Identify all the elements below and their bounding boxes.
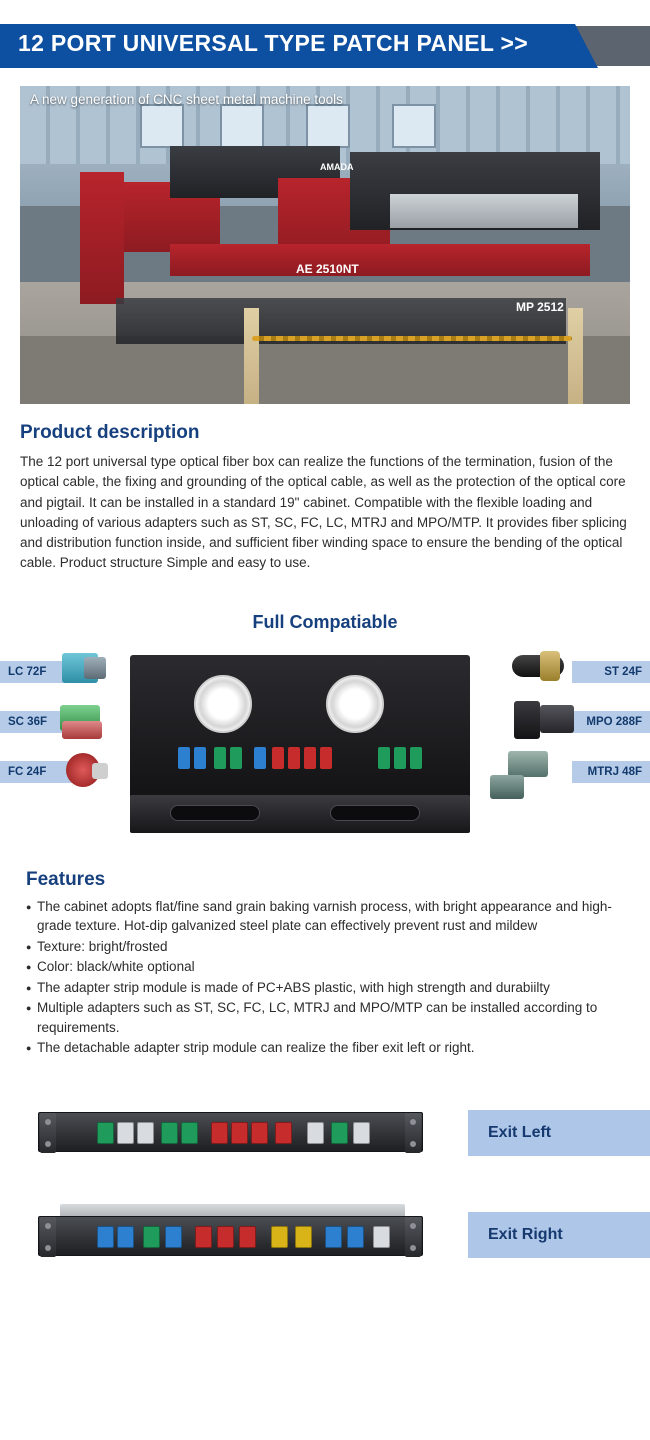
list-item: ● The adapter strip module is made of PC+ABS plastic, with high strength and durabiilty: [26, 978, 628, 998]
machine-model-label-2: MP 2512: [516, 300, 564, 314]
fiber-reel-right: [326, 675, 384, 733]
machine-brand-label: AMADA: [320, 162, 354, 172]
list-item: ● The cabinet adopts flat/fine sand grain baking varnish process, with bright appearance and high-grade texture. Hot-dip galvanized steel plate can effectively prevent rust and mildew: [26, 897, 628, 936]
port: [347, 1226, 364, 1248]
port: [161, 1122, 178, 1144]
rack-ear-left: [40, 1217, 56, 1257]
hero-image: [20, 86, 630, 404]
features-list: [26, 897, 628, 1059]
port: [97, 1122, 114, 1144]
port: [217, 1226, 234, 1248]
cnc-machine-red-left: [80, 172, 124, 304]
page-title: 12 PORT UNIVERSAL TYPE PATCH PANEL >>: [18, 30, 528, 56]
adapter-green: [394, 747, 406, 769]
compatible-title: Full Compatiable: [252, 611, 398, 632]
tag-lc-72f: LC 72F: [0, 661, 78, 683]
features-title: Features: [26, 868, 106, 890]
exit-left-label: Exit Left: [468, 1110, 650, 1156]
exit-right-label: Exit Right: [468, 1212, 650, 1258]
lc-connector-body: [84, 657, 106, 679]
st-connector-ring: [540, 651, 560, 681]
patch-panel-exit-left: [38, 1112, 423, 1152]
adapter-red: [304, 747, 316, 769]
safety-chain: [252, 336, 572, 341]
factory-window: [220, 104, 264, 148]
port: [251, 1122, 268, 1144]
fiber-reel-left: [194, 675, 252, 733]
exit-direction-section: [0, 1104, 650, 1294]
port: [211, 1122, 228, 1144]
adapter-red: [288, 747, 300, 769]
adapter-green: [410, 747, 422, 769]
port: [117, 1122, 134, 1144]
adapter-blue: [178, 747, 190, 769]
adapter-blue: [254, 747, 266, 769]
hero-caption: A new generation of CNC sheet metal machine tools: [30, 92, 343, 107]
product-description-title: Product description: [20, 422, 200, 443]
factory-floor-far: [20, 336, 630, 404]
port: [353, 1122, 370, 1144]
port: [275, 1122, 292, 1144]
port: [239, 1226, 256, 1248]
port: [181, 1122, 198, 1144]
port: [137, 1122, 154, 1144]
tag-fc-24f: FC 24F: [0, 761, 78, 783]
port: [307, 1122, 324, 1144]
patch-panel-exit-right: [38, 1216, 423, 1256]
rack-ear-left: [40, 1113, 56, 1153]
fc-connector-ferrule: [92, 763, 108, 779]
adapter-red: [272, 747, 284, 769]
port: [295, 1226, 312, 1248]
mtrj-connector-image: [508, 751, 548, 777]
port: [165, 1226, 182, 1248]
adapter-blue: [194, 747, 206, 769]
port: [271, 1226, 288, 1248]
mtrj-connector-body: [490, 775, 524, 799]
port: [231, 1122, 248, 1144]
rack-ear-right: [405, 1217, 421, 1257]
port: [195, 1226, 212, 1248]
safety-post: [568, 308, 583, 404]
mpo-connector-image: [514, 701, 540, 739]
adapter-red: [320, 747, 332, 769]
adapter-green: [378, 747, 390, 769]
tag-mtrj-48f: MTRJ 48F: [572, 761, 650, 783]
panel-handle-slot: [170, 805, 260, 821]
panel-handle-slot: [330, 805, 420, 821]
list-item: ● The detachable adapter strip module can realize the fiber exit left or right.: [26, 1038, 628, 1058]
list-item: ● Color: black/white optional: [26, 957, 628, 977]
patch-panel-front: [130, 795, 470, 833]
machine-model-label: AE 2510NT: [296, 262, 359, 276]
product-description-text: The 12 port universal type optical fiber box can realize the functions of the termination, fusion of the optical cable, the fixing and grounding of the optical cable, as well as the protection of the optical core and pigtail. It can be installed in a standard 19" cabinet. Compatible with the flexible loading and unloading of various adapters such as ST, SC, FC, LC, MTRJ and MPO/MTP. It provides fiber splicing and distribution function inside, and sufficient fiber winding space to ensure the bending of the optical cable. Product structure Simple and easy to use.: [20, 454, 627, 571]
adapter-green: [214, 747, 226, 769]
port: [331, 1122, 348, 1144]
mpo-connector-body: [540, 705, 574, 733]
factory-window: [392, 104, 436, 148]
factory-window: [140, 104, 184, 148]
factory-window: [306, 104, 350, 148]
port: [117, 1226, 134, 1248]
port: [97, 1226, 114, 1248]
port: [325, 1226, 342, 1248]
patch-panel-image: [130, 655, 470, 805]
tag-mpo-288f: MPO 288F: [572, 711, 650, 733]
sc-connector-body: [62, 721, 102, 739]
safety-post: [244, 308, 259, 404]
page-header-banner: [0, 12, 650, 72]
compatible-diagram: [0, 643, 650, 843]
machine-panel: [390, 194, 578, 228]
tag-sc-36f: SC 36F: [0, 711, 78, 733]
list-item: ● Texture: bright/frosted: [26, 937, 628, 957]
list-item: ● Multiple adapters such as ST, SC, FC, LC, MTRJ and MPO/MTP can be installed according to requirements.: [26, 998, 628, 1037]
machine-conveyor: [170, 244, 590, 276]
port: [143, 1226, 160, 1248]
tag-st-24f: ST 24F: [572, 661, 650, 683]
adapter-green: [230, 747, 242, 769]
port: [373, 1226, 390, 1248]
rack-ear-right: [405, 1113, 421, 1153]
